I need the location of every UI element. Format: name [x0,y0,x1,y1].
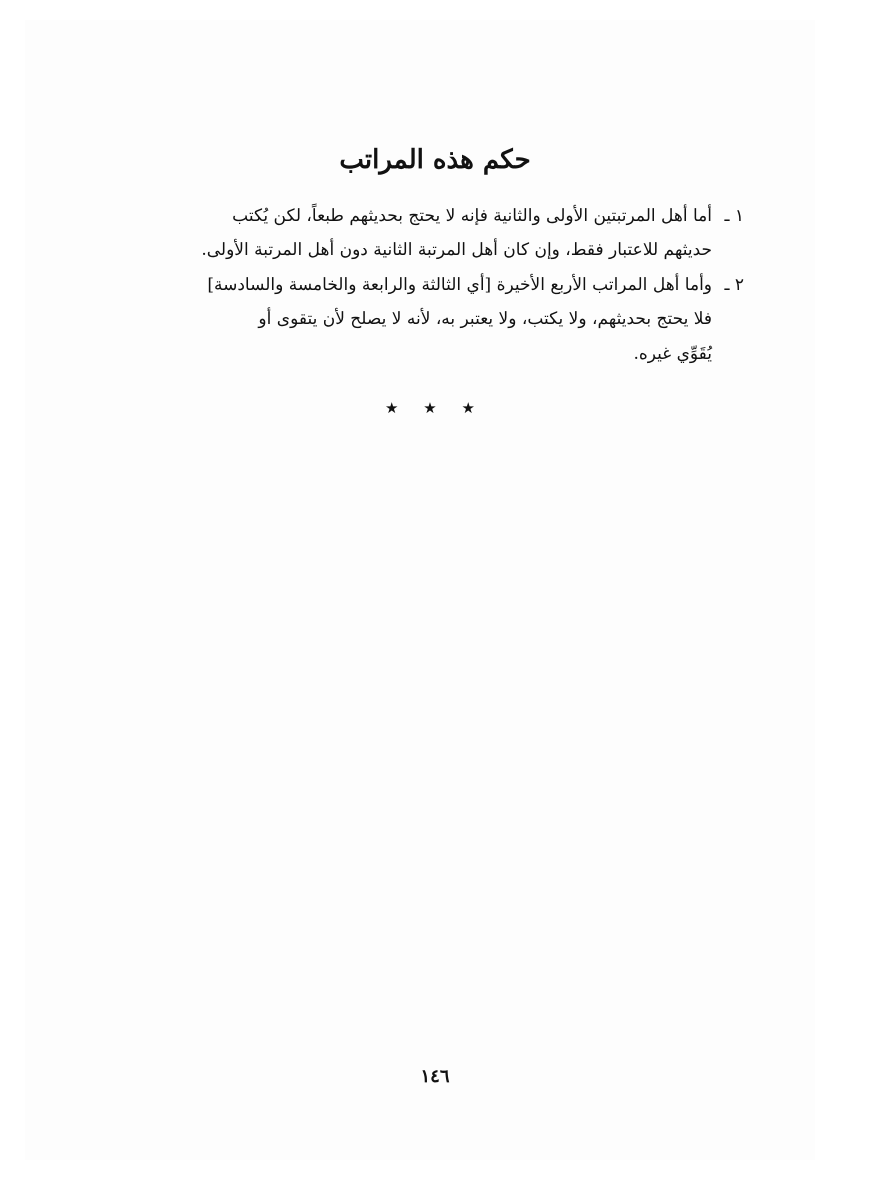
item-2-number: ٢ ـ [724,275,744,295]
item-1-line-1 [144,199,744,233]
section-separator-stars: ★ ★ ★ [385,399,485,417]
section-heading: حكم هذه المراتب [339,145,531,175]
item-1-line-2: حديثهم للاعتبار فقط، وإن كان أهل المرتبة الثانية دون أهل المرتبة الأولى. [201,240,712,260]
page-number: ١٤٦ [420,1066,450,1087]
item-2-line-1 [144,268,744,302]
item-1-number: ١ ـ [724,206,744,226]
item-2-text-1: وأما أهل المراتب الأربع الأخيرة [أي الثالثة والرابعة والخامسة والسادسة] [207,275,712,295]
item-2-line-3: يُقَوِّي غيره. [633,344,712,364]
item-1-text-1: أما أهل المرتبتين الأولى والثانية فإنه لا يحتج بحديثهم طبعاً، لكن يُكتب [232,206,712,226]
item-2-line-2: فلا يحتج بحديثهم، ولا يكتب، ولا يعتبر به، لأنه لا يصلح لأن يتقوى أو [258,309,712,329]
